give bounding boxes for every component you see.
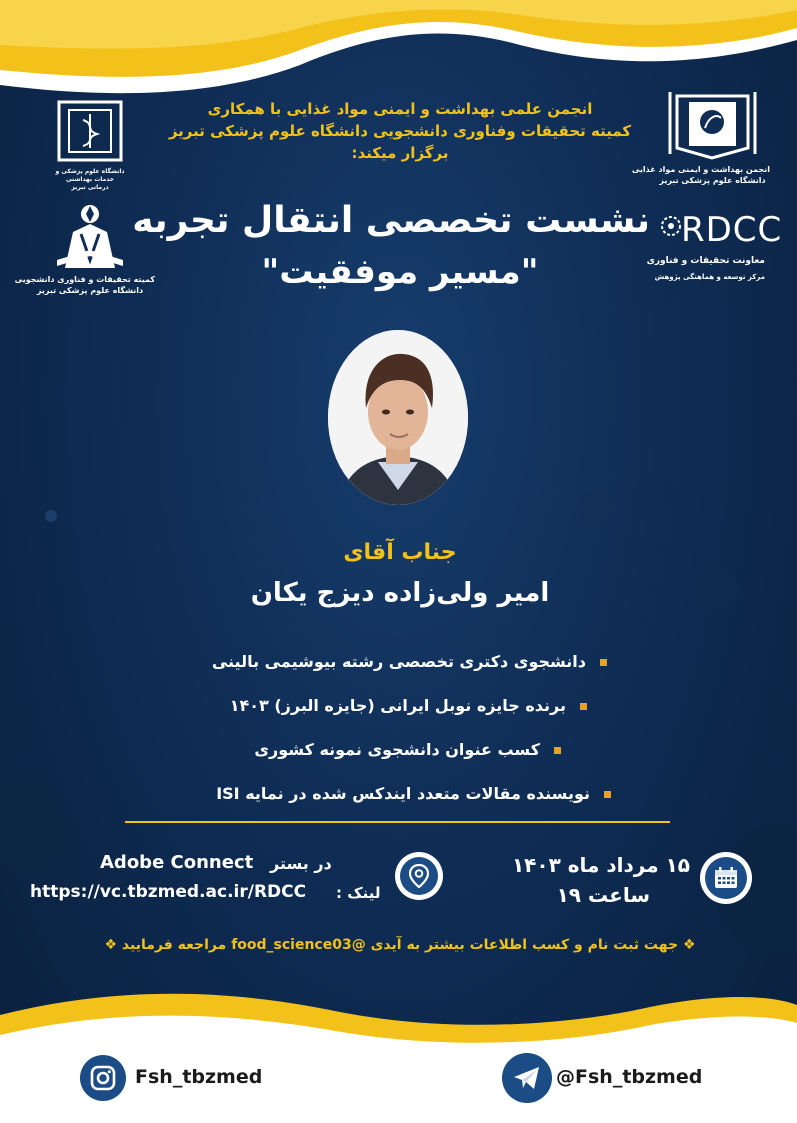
bullet-marker [554, 747, 561, 754]
telegram-icon[interactable] [502, 1053, 552, 1103]
rdcc-logo [646, 208, 783, 298]
list-item [216, 784, 611, 803]
bullet-marker [580, 703, 587, 710]
platform-prefix: در بستر [270, 854, 332, 873]
committee-logo-line-2: دانشگاه علوم پزشکی تبریز [36, 286, 144, 295]
instagram-handle[interactable]: Fsh_tbzmed [135, 1066, 263, 1088]
event-time: ساعت ۱۹ [556, 883, 650, 907]
bullet-text: کسب عنوان دانشجوی نمونه کشوری [254, 740, 540, 759]
platform-name: Adobe Connect [100, 852, 254, 873]
rdcc-logo-line-2: مرکز توسعه و هماهنگی پژوهش [654, 273, 765, 281]
bullet-marker [600, 659, 607, 666]
speaker-portrait-icon [328, 330, 468, 505]
meeting-link[interactable]: https://vc.tbzmed.ac.ir/RDCC [30, 882, 307, 902]
header-line-3: برگزار میکند: [351, 144, 449, 162]
bubble-decoration [45, 510, 57, 522]
header-line-2: کمیته تحقیقات وفناوری دانشجویی دانشگاه علوم پزشکی تبریز [168, 122, 632, 140]
speaker-name: امیر ولی‌زاده دیزج یکان [250, 578, 550, 608]
bullet-text: نویسنده مقالات متعدد ایندکس شده در نمایه ISI [216, 784, 590, 803]
bullet-marker [604, 791, 611, 798]
list-item [254, 740, 561, 759]
calendar-icon [700, 852, 752, 904]
speaker-honorific: جناب آقای [343, 540, 457, 565]
event-title-line-1: نشست تخصصی انتقال تجربه [132, 200, 650, 241]
bubble-decoration [580, 490, 616, 526]
bottom-wave [0, 985, 797, 1123]
speaker-photo [328, 330, 468, 505]
university-emblem-icon [55, 100, 125, 164]
instagram-icon[interactable] [80, 1055, 126, 1101]
registration-note: ❖ جهت ثبت نام و کسب اطلاعات بیشتر به آیدی @food_science03 مراجعه فرمایید ❖ [104, 937, 696, 953]
list-item [212, 652, 607, 671]
rdcc-swirl-icon [659, 214, 683, 238]
bullet-text: دانشجوی دکتری تخصصی رشته بیوشیمی بالینی [211, 652, 586, 671]
association-logo-line-2: دانشگاه علوم پزشکی تبریز [659, 176, 766, 185]
bullet-text: برنده جایزه نوبل ایرانی (جایزه البرز) ۱۴۰۳ [229, 696, 566, 715]
bubble-decoration [690, 565, 738, 613]
committee-logo-line-1: کمیته تحقیقات و فناوری دانشجویی [14, 275, 155, 284]
telegram-handle[interactable]: @Fsh_tbzmed [556, 1066, 703, 1088]
university-logo-text: دانشگاه علوم پزشکی و خدمات بهداشتی درمانی تبریز [55, 168, 125, 191]
location-pin-icon [395, 852, 443, 900]
divider [125, 821, 670, 823]
association-logo-line-1: انجمن بهداشت و ایمنی مواد غذایی [631, 165, 770, 174]
event-date: ۱۵ مرداد ماه ۱۴۰۳ [511, 853, 690, 877]
rdcc-logo-line-1: معاونت تحقیقات و فناوری [646, 256, 765, 266]
link-label: لینک : [336, 884, 381, 902]
university-logo [55, 100, 125, 190]
food-safety-association-logo [631, 88, 770, 193]
header-line-1: انجمن علمی بهداشت و ایمنی مواد غذایی با همکاری [207, 100, 593, 118]
event-title-line-2: "مسیر موفقیت" [261, 252, 539, 292]
association-emblem-icon [655, 88, 770, 160]
rdcc-wordmark: RDCC [681, 210, 783, 250]
bubble-decoration [0, 780, 70, 870]
list-item [230, 696, 587, 715]
